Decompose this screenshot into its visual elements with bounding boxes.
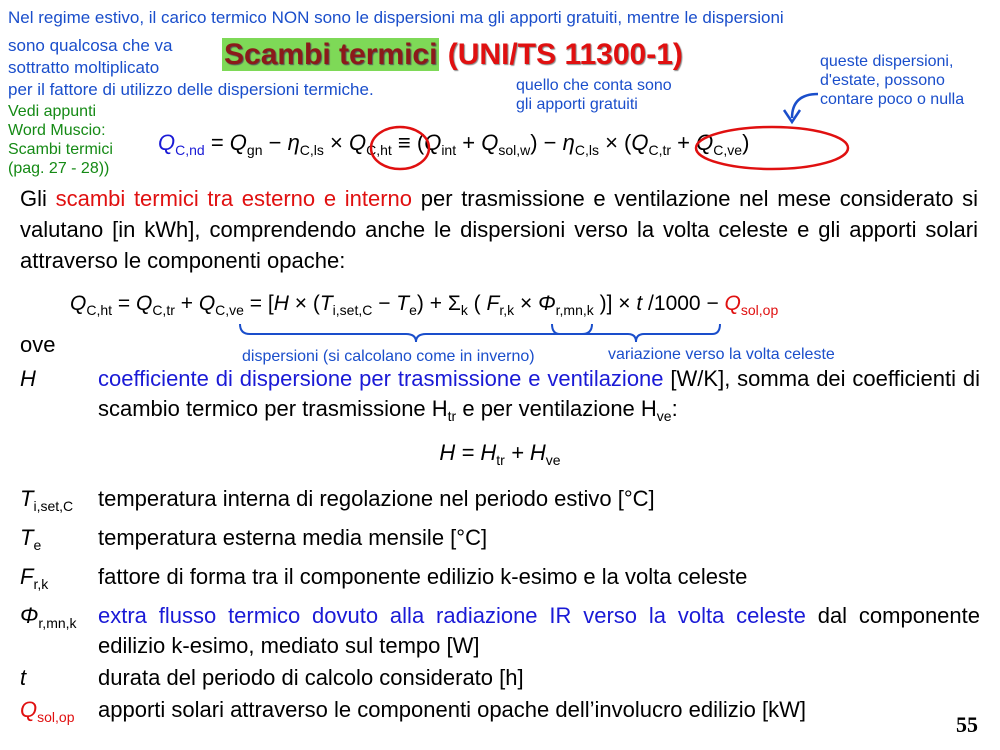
definition-row-h bbox=[20, 364, 980, 431]
highlight-circle-icon bbox=[368, 124, 432, 172]
definition-text: : bbox=[671, 396, 678, 421]
green-note-line: Word Muscio: bbox=[8, 122, 106, 139]
symbol-ti: $T_{i,set,C}$ bbox=[20, 486, 74, 514]
definition-text: fattore di forma tra il componente edilizio k-esimo e la volta celeste bbox=[98, 564, 748, 589]
green-note-line: Scambi termici bbox=[8, 141, 113, 158]
arrow-icon bbox=[770, 88, 830, 128]
sky-variation-annotation: variazione verso la volta celeste bbox=[608, 346, 835, 363]
page-number: 55 bbox=[956, 712, 978, 737]
definition-text: [W/K], somma dei coefficienti di scambio termico per trasmissione H bbox=[98, 366, 980, 421]
definition-row bbox=[20, 663, 980, 693]
h-formula: $H = H_{tr} + H_{ve}$ bbox=[439, 440, 561, 468]
summer-note-line2: sono qualcosa che va bbox=[8, 36, 173, 55]
dispersion-annotation: dispersioni (si calcolano come in inverno) bbox=[242, 348, 535, 365]
paragraph-text: Gli bbox=[20, 186, 56, 211]
symbol-fr: $F_{r,k}$ bbox=[20, 564, 49, 592]
definition-row bbox=[20, 562, 980, 599]
summer-note-line4: per il fattore di utilizzo delle dispersioni termiche. bbox=[8, 80, 374, 99]
dispersion-note bbox=[820, 52, 964, 109]
note-line: d'estate, possono bbox=[820, 72, 945, 89]
symbol-te: $T_e$ bbox=[20, 525, 42, 553]
definition-text: temperatura interna di regolazione nel periodo estivo [°C] bbox=[98, 486, 655, 511]
slide-title bbox=[222, 38, 683, 72]
intro-paragraph bbox=[20, 183, 978, 276]
note-line: gli apporti gratuiti bbox=[516, 96, 638, 113]
green-reference-note bbox=[8, 102, 113, 178]
note-line: queste dispersioni, bbox=[820, 53, 954, 70]
symbol-phi: $\Phi_{r,mn,k}$ bbox=[20, 603, 77, 631]
green-note-line: (pag. 27 - 28)) bbox=[8, 160, 110, 177]
green-note-line: Vedi appunti bbox=[8, 103, 97, 120]
highlight-circle-icon bbox=[692, 124, 852, 172]
definition-text: apporti solari attraverso le componenti opache dell’involucro edilizio [kW] bbox=[98, 697, 807, 722]
ove-label: ove bbox=[20, 332, 56, 357]
brace-icon bbox=[548, 322, 728, 344]
definition-text: dal componente edilizio k-esimo, mediato sul tempo [W] bbox=[98, 603, 980, 658]
title-highlight: Scambi termici bbox=[224, 38, 438, 71]
summer-note-line1: Nel regime estivo, il carico termico NON sono le dispersioni ma gli apporti gratuiti, mentre le dispersioni bbox=[8, 8, 784, 27]
heat-exchange-equation: $Q_{C,ht} = Q_{C,tr} + Q_{C,ve} = [H \times (T_{i,set,C} - T_e) + \Sigma_k$ ( $F_{r,k} \times \Phi_{r,mn,k}$ )] × t $/1000 - Q_{sol,op}$ bbox=[70, 292, 779, 318]
paragraph-text: per trasmissione e ventilazione nel mese considerato si valutano [in kWh], comprendendo anche le dispersioni verso la volta celeste e gli apporti solari attraverso le componenti opache: bbox=[20, 186, 979, 273]
h-formula-text: H = H bbox=[439, 440, 497, 465]
summer-need-equation: $Q_{C,nd} = Q_{gn} - \eta_{C,ls} \times Q_{C,ht} \equiv (Q_{int} + Q_{sol,w}) - \eta_{C,ls} \times (Q_{C,tr} + Q_{C,ve})$ bbox=[158, 130, 750, 158]
paragraph-highlight: scambi termici tra esterno e interno bbox=[55, 186, 413, 211]
definition-row bbox=[20, 601, 980, 661]
symbol-qsolop: $Q_{sol,op}$ bbox=[20, 697, 75, 725]
brace-icon bbox=[236, 322, 596, 344]
symbol-h: H bbox=[20, 366, 36, 391]
definition-text: e per ventilazione H bbox=[456, 396, 657, 421]
definition-row bbox=[20, 484, 980, 521]
symbol-t: t bbox=[20, 665, 27, 690]
note-line: contare poco o nulla bbox=[820, 91, 965, 108]
free-gains-note bbox=[516, 76, 672, 114]
definitions-list bbox=[20, 364, 980, 732]
summer-note-line3: sottratto moltiplicato bbox=[8, 58, 160, 77]
definition-highlight: coefficiente di dispersione per trasmissione e ventilazione bbox=[98, 366, 664, 391]
definition-highlight: extra flusso termico dovuto alla radiazione IR verso la volta celeste bbox=[98, 603, 806, 628]
definition-row bbox=[20, 695, 980, 732]
definition-text: durata del periodo di calcolo considerato [h] bbox=[98, 665, 524, 690]
definition-text bbox=[98, 601, 980, 661]
definition-text: temperatura esterna media mensile [°C] bbox=[98, 525, 488, 550]
definition-row bbox=[20, 523, 980, 560]
title-standard: (UNI/TS 11300-1) bbox=[447, 38, 683, 71]
definition-h-text: coefficiente di dispersione per trasmissione e ventilazione [W/K], somma dei coefficienti di scambio termico per trasmissione $H_{tr}$ e per ventilazione $H_{ve}$: bbox=[98, 366, 980, 424]
note-line: quello che conta sono bbox=[516, 77, 672, 94]
